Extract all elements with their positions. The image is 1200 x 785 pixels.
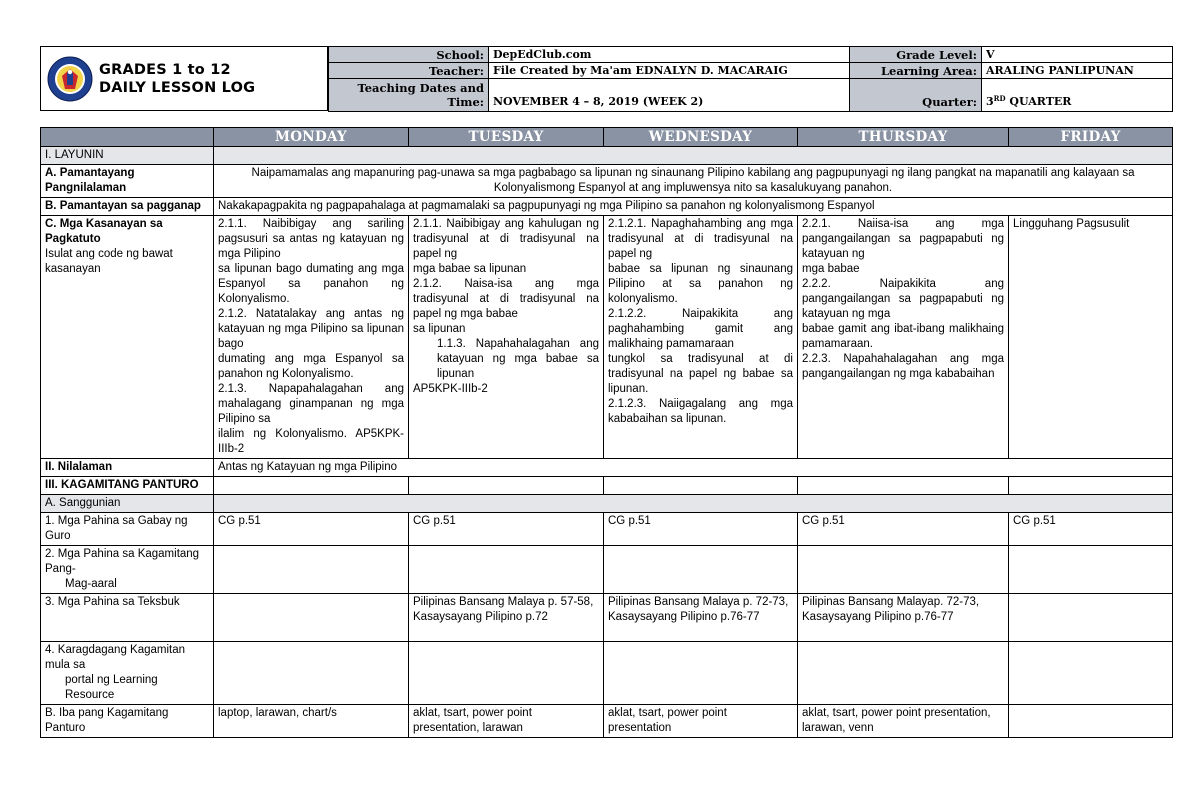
kasanayan-text: 2.2.3. Napahahalagahan ang mga pangangailangan ng mga kababaihan	[802, 353, 1004, 380]
iba-monday: laptop, larawan, chart/s	[214, 705, 409, 738]
quarter-value	[982, 79, 1173, 112]
teksbuk-tuesday: Pilipinas Bansang Malaya p. 57-58, Kasaysayang Pilipino p.72	[409, 594, 604, 642]
empty-cell	[798, 642, 1009, 705]
sanggunian-label: A. Sanggunian	[41, 495, 214, 513]
gabay-friday: CG p.51	[1009, 513, 1173, 546]
kasanayan-text: sa lipunan bago dumating ang mga Espanyol sa panahon ng Kolonyalismo.	[218, 263, 404, 305]
karagdagang-label: 4. Karagdagang Kagamitan mula sa	[45, 644, 186, 671]
iba-thursday: aklat, tsart, power point presentation, larawan, venn	[798, 705, 1009, 738]
teksbuk-label: 3. Mga Pahina sa Teksbuk	[41, 594, 214, 642]
dates-label: Teaching Dates and Time:	[329, 79, 489, 112]
kasanayan-code: AP5KPK-IIIb-2	[413, 383, 488, 395]
empty-cell	[214, 642, 409, 705]
gabay-wednesday: CG p.51	[604, 513, 798, 546]
quarter-label: Quarter:	[850, 79, 982, 112]
row-nilalaman	[41, 459, 1173, 477]
kasanayan-text: 2.1.2.3. Naiigagalang ang mga kababaihan sa lipunan.	[608, 398, 793, 425]
empty-cell	[604, 477, 798, 495]
day-friday: FRIDAY	[1009, 128, 1173, 147]
layunin-label: I. LAYUNIN	[41, 147, 214, 165]
pamantayang-text: Naipamamalas ang mapanuring pag-unawa sa mga pagbabago sa lipunan ng sinaunang Pilipino kabilang ang pagpupunyagi ng ilang pangkat na mapanatili ang kalayaan sa Kolonyalismong Espanyol at ang impluwensya nito sa kasalukuyang panahon.	[214, 165, 1173, 198]
kasanayan-text: 2.1.2. Naisa-isa ang mga tradisyunal at di tradisyunal na papel ng mga babae	[413, 278, 599, 320]
kasanayan-text: 2.1.2.1. Napaghahambing ang mga tradisyunal at di tradisyunal na papel ng	[608, 218, 793, 260]
kasanayan-monday	[214, 216, 409, 459]
kasanayan-text: tungkol sa tradisyunal at di tradisyunal na papel ng babae sa lipunan.	[608, 353, 793, 395]
kasanayan-text: babae sa lipunan ng sinaunang Pilipino at sa panahon ng kolonyalismo.	[608, 263, 793, 305]
day-wednesday: WEDNESDAY	[604, 128, 798, 147]
teacher-label: Teacher:	[329, 63, 489, 79]
gabay-monday: CG p.51	[214, 513, 409, 546]
row-pamantayang	[41, 165, 1173, 198]
empty-cell	[409, 477, 604, 495]
kasanayan-sub: Isulat ang code ng bawat kasanayan	[45, 248, 173, 275]
row-pagganap	[41, 198, 1173, 216]
row-gabay	[41, 513, 1173, 546]
empty-cell	[214, 477, 409, 495]
pamantayang-label: A. Pamantayang Pangnilalaman	[41, 165, 214, 198]
lesson-log-table	[40, 127, 1173, 738]
kasanayan-text: mga babae	[802, 263, 860, 275]
nilalaman-label: II. Nilalaman	[41, 459, 214, 477]
dates-value: NOVEMBER 4 – 8, 2019 (WEEK 2)	[489, 79, 850, 112]
kasanayan-text: 2.1.1. Naibibigay ang kahulugan ng tradisyunal at di tradisyunal na papel ng	[413, 218, 599, 260]
deped-seal-icon	[47, 56, 93, 102]
school-label: School:	[329, 47, 489, 63]
empty-cell	[798, 546, 1009, 594]
empty-cell	[214, 594, 409, 642]
kasanayan-text: babae gamit ang ibat-ibang malikhaing pamamaraan.	[802, 323, 1004, 350]
row-kagamitan	[41, 477, 1173, 495]
info-table	[328, 46, 1173, 112]
kagamitang-label-cont: Mag-aaral	[65, 578, 117, 590]
empty-cell	[798, 477, 1009, 495]
pagganap-text: Nakakapagpakita ng pagpapahalaga at pagmamalaki sa pagpupunyagi ng mga Pilipino sa panahon ng kolonyalismong Espanyol	[214, 198, 1173, 216]
row-kagamitang-mag-aaral	[41, 546, 1173, 594]
teksbuk-wednesday: Pilipinas Bansang Malaya p. 72-73, Kasaysayang Pilipino p.76-77	[604, 594, 798, 642]
gabay-thursday: CG p.51	[798, 513, 1009, 546]
empty-cell	[604, 642, 798, 705]
quarter-number: 3	[986, 95, 994, 108]
grade-value: V	[982, 47, 1173, 63]
pagganap-label: B. Pamantayan sa pagganap	[41, 198, 214, 216]
header-logo-box	[40, 46, 328, 111]
log-title-line2: DAILY LESSON LOG	[99, 79, 256, 96]
quarter-suffix: RD	[993, 94, 1006, 103]
kasanayan-text: mga babae sa lipunan	[413, 263, 527, 275]
kasanayan-wednesday	[604, 216, 798, 459]
empty-cell	[409, 642, 604, 705]
iba-tuesday: aklat, tsart, power point presentation, larawan	[409, 705, 604, 738]
day-thursday: THURSDAY	[798, 128, 1009, 147]
quarter-text: QUARTER	[1009, 95, 1072, 108]
iba-label: B. Iba pang Kagamitang Panturo	[41, 705, 214, 738]
empty-cell	[214, 546, 409, 594]
kasanayan-label-cell	[41, 216, 214, 459]
kasanayan-text: 2.2.1. Naiisa-isa ang mga pangangailangan sa pagpapabuti ng katayuan ng	[802, 218, 1004, 260]
kagamitang-label: 2. Mga Pahina sa Kagamitang Pang-	[45, 548, 200, 575]
teksbuk-thursday: Pilipinas Bansang Malayap. 72-73, Kasaysayang Pilipino p.76-77	[798, 594, 1009, 642]
empty-cell	[604, 546, 798, 594]
kasanayan-text: 2.1.2. Natatalakay ang antas ng katayuan ng mga Pilipino sa lipunan bago	[218, 308, 404, 350]
iba-wednesday: aklat, tsart, power point presentation	[604, 705, 798, 738]
kasanayan-text: dumating ang mga Espanyol sa panahon ng Kolonyalismo.	[218, 353, 404, 380]
row-sanggunian	[41, 495, 1173, 513]
kasanayan-thursday	[798, 216, 1009, 459]
kasanayan-tuesday	[409, 216, 604, 459]
kasanayan-text: 1.1.3. Napahahalagahan ang katayuan ng mga babae sa lipunan	[437, 338, 599, 380]
kasanayan-text: 2.1.3. Napapahalagahan ang mahalagang ginampanan ng mga Pilipino sa	[218, 383, 404, 425]
kasanayan-text: sa lipunan	[413, 323, 466, 335]
row-iba-pang	[41, 705, 1173, 738]
day-tuesday: TUESDAY	[409, 128, 604, 147]
empty-cell	[1009, 642, 1173, 705]
kagamitan-label: III. KAGAMITANG PANTURO	[41, 477, 214, 495]
empty-cell	[1009, 705, 1173, 738]
school-value: DepEdClub.com	[489, 47, 850, 63]
corner-cell	[41, 128, 214, 147]
gabay-tuesday: CG p.51	[409, 513, 604, 546]
row-kasanayan	[41, 216, 1173, 459]
area-value: ARALING PANLIPUNAN	[982, 63, 1173, 79]
sanggunian-fill	[214, 495, 1173, 513]
log-title-line1: GRADES 1 to 12	[99, 61, 231, 78]
empty-cell	[1009, 477, 1173, 495]
karagdagang-label-cell	[41, 642, 214, 705]
teacher-value: File Created by Ma'am EDNALYN D. MACARAIG	[489, 63, 850, 79]
day-header-row	[41, 128, 1173, 147]
kasanayan-text: 2.1.1. Naibibigay ang sariling pagsusuri sa antas ng katayuan ng mga Pilipino	[218, 218, 404, 260]
log-title	[99, 61, 255, 97]
layunin-fill	[214, 147, 1173, 165]
kasanayan-label: C. Mga Kasanayan sa Pagkatuto	[45, 218, 163, 245]
empty-cell	[409, 546, 604, 594]
row-karagdagang	[41, 642, 1173, 705]
row-teksbuk	[41, 594, 1173, 642]
area-label: Learning Area:	[850, 63, 982, 79]
kasanayan-text: 2.1.2.2. Naipakikita ang paghahambing gamit ang malikhaing pamamaraan	[608, 308, 793, 350]
kagamitang-label-cell	[41, 546, 214, 594]
kasanayan-text: ilalim ng Kolonyalismo. AP5KPK-IIIb-2	[218, 428, 404, 455]
gabay-label: 1. Mga Pahina sa Gabay ng Guro	[41, 513, 214, 546]
kasanayan-text: 2.2.2. Naipakikita ang pangangailangan sa pagpapabuti ng katayuan ng mga	[802, 278, 1004, 320]
empty-cell	[1009, 594, 1173, 642]
grade-label: Grade Level:	[850, 47, 982, 63]
empty-cell	[1009, 546, 1173, 594]
karagdagang-label-cont: portal ng Learning Resource	[65, 674, 158, 701]
nilalaman-text: Antas ng Katayuan ng mga Pilipino	[214, 459, 1173, 477]
kasanayan-friday: Lingguhang Pagsusulit	[1009, 216, 1173, 459]
row-layunin	[41, 147, 1173, 165]
day-monday: MONDAY	[214, 128, 409, 147]
